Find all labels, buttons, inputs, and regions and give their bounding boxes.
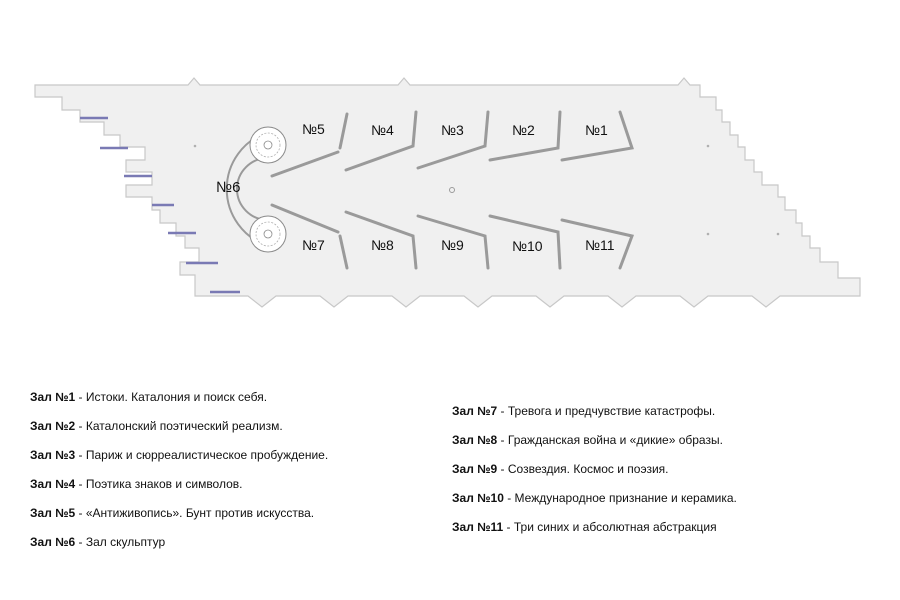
legend-item bbox=[452, 491, 737, 505]
legend-sep: - bbox=[497, 462, 508, 476]
legend-text: Три синих и абсолютная абстракция bbox=[513, 520, 717, 534]
legend-sep: - bbox=[503, 491, 515, 505]
legend-key: Зал №6 bbox=[30, 535, 76, 549]
legend-sep: - bbox=[497, 433, 508, 447]
room-label-4: №4 bbox=[371, 122, 394, 138]
legend-key: Зал №9 bbox=[452, 462, 498, 476]
legend-text: Каталонский поэтический реализм. bbox=[85, 419, 283, 433]
room-label-3: №3 bbox=[441, 122, 464, 138]
legend-sep: - bbox=[75, 535, 86, 549]
legend-text: Тревога и предчувствие катастрофы. bbox=[507, 404, 716, 418]
room-label-5: №5 bbox=[302, 121, 325, 137]
room-label-7: №7 bbox=[302, 237, 325, 253]
room-label-10: №10 bbox=[512, 238, 543, 254]
legend-text: Париж и сюрреалистическое пробуждение. bbox=[85, 448, 329, 462]
legend-sep: - bbox=[75, 448, 86, 462]
legend-sep: - bbox=[75, 506, 86, 520]
legend-sep: - bbox=[497, 404, 508, 418]
legend-item bbox=[30, 535, 165, 549]
legend-item bbox=[30, 419, 283, 433]
room-label-8: №8 bbox=[371, 237, 394, 253]
legend-item bbox=[452, 433, 723, 447]
legend-item bbox=[452, 462, 669, 476]
legend-key: Зал №8 bbox=[452, 433, 498, 447]
legend-item bbox=[452, 404, 715, 418]
legend-text: «Антиживопись». Бунт против искусства. bbox=[85, 506, 315, 520]
spiral-stair-bottom bbox=[250, 216, 286, 252]
room-label-9: №9 bbox=[441, 237, 464, 253]
legend-key: Зал №2 bbox=[30, 419, 76, 433]
room-label-6: №6 bbox=[216, 179, 241, 196]
legend-key: Зал №11 bbox=[452, 520, 504, 534]
legend-text: Международное признание и керамика. bbox=[514, 491, 737, 505]
building-outline bbox=[35, 78, 860, 307]
room-label-2: №2 bbox=[512, 122, 535, 138]
legend-item bbox=[452, 520, 717, 534]
legend-item bbox=[30, 506, 314, 520]
legend-sep: - bbox=[75, 419, 86, 433]
legend-item bbox=[30, 448, 328, 462]
legend-key: Зал №4 bbox=[30, 477, 76, 491]
legend-sep: - bbox=[75, 390, 86, 404]
legend-key: Зал №5 bbox=[30, 506, 76, 520]
legend-item bbox=[30, 390, 267, 404]
room-label-1: №1 bbox=[585, 122, 608, 138]
legend-text: Гражданская война и «дикие» образы. bbox=[507, 433, 723, 447]
spiral-stair-top bbox=[250, 127, 286, 163]
legend-text: Созвездия. Космос и поэзия. bbox=[507, 462, 669, 476]
legend-item bbox=[30, 477, 242, 491]
legend-text: Истоки. Каталония и поиск себя. bbox=[85, 390, 268, 404]
legend-key: Зал №1 bbox=[30, 390, 76, 404]
legend-text: Поэтика знаков и символов. bbox=[85, 477, 243, 491]
legend-sep: - bbox=[503, 520, 514, 534]
legend-text: Зал скульптур bbox=[85, 535, 166, 549]
legend-sep: - bbox=[75, 477, 86, 491]
legend-key: Зал №7 bbox=[452, 404, 498, 418]
room-label-11: №11 bbox=[585, 237, 615, 253]
legend-key: Зал №10 bbox=[452, 491, 504, 505]
legend-key: Зал №3 bbox=[30, 448, 76, 462]
